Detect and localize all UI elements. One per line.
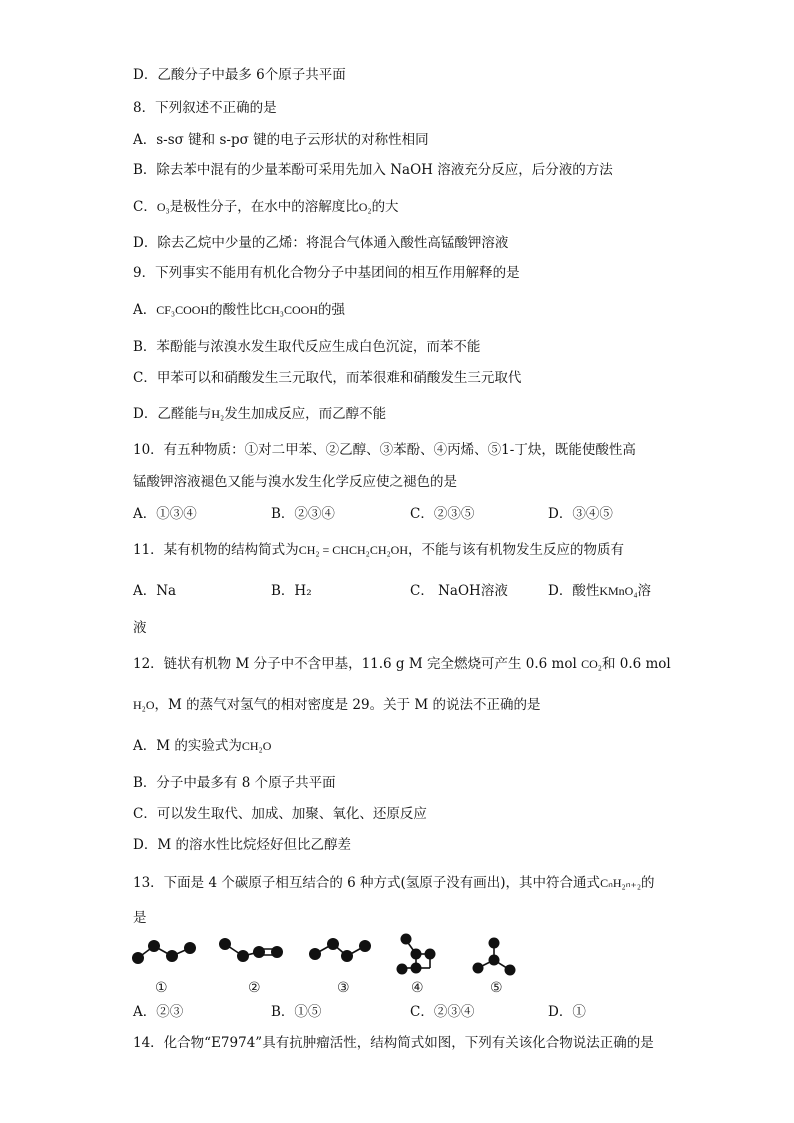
q14-stem: 14．化合物“E7974”具有抗肿瘤活性，结构简式如图，下列有关该化合物说法正确的是 (133, 1035, 654, 1051)
q7-option-d: D．乙酸分子中最多 6个原子共平面 (133, 67, 346, 83)
q8-option-d: D．除去乙烷中少量的乙烯：将混合气体通入酸性高锰酸钾溶液 (133, 235, 509, 251)
q12-stem-line1: 12．链状有机物 M 分子中不含甲基，11.6 g M 完全燃烧可产生 0.6 mol CO₂和 0.6 mol (133, 656, 671, 672)
q8-stem: 8．下列叙述不正确的是 (133, 100, 277, 116)
q11-stem: 11．某有机物的结构简式为CH₂ = CHCH₂CH₂OH，不能与该有机物发生反应的物质有 (133, 542, 625, 558)
q13-stem-line1: 13．下面是 4 个碳原子相互结合的 6 种方式(氢原子没有画出)，其中符合通式CₙH₂ₙ₊₂的 (133, 875, 655, 891)
skeleton-label-1: ① (155, 980, 168, 996)
q13-option-a: A．②③ (133, 1004, 184, 1020)
formula-o2: O₂ (358, 200, 372, 214)
q13-stem-line2: 是 (133, 910, 147, 926)
q9-stem: 9．下列事实不能用有机化合物分子中基团间的相互作用解释的是 (133, 265, 520, 281)
carbon-skeleton-3 (307, 934, 377, 966)
q8-option-c: C．O₃是极性分子，在水中的溶解度比O₂的大 (133, 199, 399, 215)
skeleton-label-5: ⑤ (490, 980, 503, 996)
q9-option-c: C．甲苯可以和硝酸发生三元取代，而苯很难和硝酸发生三元取代 (133, 370, 522, 386)
q9-option-d: D．乙醛能与H₂发生加成反应，而乙醇不能 (133, 406, 387, 422)
q9-option-a: A．CF₃COOH的酸性比CH₃COOH的强 (133, 302, 345, 318)
q8-option-b: B．除去苯中混有的少量苯酚可采用先加入 NaOH 溶液充分反应，后分液的方法 (133, 162, 613, 178)
q13-option-c: C．②③④ (410, 1004, 475, 1020)
q10-option-b: B．②③④ (271, 506, 335, 522)
q12-option-b: B．分子中最多有 8 个原子共平面 (133, 775, 336, 791)
formula-o3: O₃ (156, 200, 170, 214)
q12-stem-line2: H₂O，M 的蒸气对氢气的相对密度是 29。关于 M 的说法不正确的是 (133, 697, 541, 713)
q12-option-a: A．M 的实验式为CH₂O (133, 738, 272, 754)
formula-cnh2n2: CₙH₂ₙ₊₂ (600, 876, 641, 890)
carbon-skeleton-4 (394, 930, 444, 976)
q9-option-b: B．苯酚能与浓溴水发生取代反应生成白色沉淀，而苯不能 (133, 339, 481, 355)
q10-option-c: C．②③⑤ (410, 506, 475, 522)
carbon-skeleton-2 (217, 934, 287, 966)
q10-stem-line1: 10．有五种物质：①对二甲苯、②乙醇、③苯酚、④丙烯、⑤1-丁炔，既能使酸性高 (133, 442, 636, 458)
q11-option-d-cont: 液 (133, 620, 147, 636)
q8-option-a: A．s-sσ 键和 s-pσ 键的电子云形状的对称性相同 (133, 132, 429, 148)
q11-option-c: C． NaOH溶液 (410, 583, 508, 599)
q11-option-d: D．酸性KMnO₄溶 (548, 583, 652, 599)
q12-option-c: C．可以发生取代、加成、加聚、氧化、还原反应 (133, 806, 427, 822)
q13-option-b: B．①⑤ (271, 1004, 322, 1020)
skeleton-label-2: ② (248, 980, 261, 996)
q10-option-a: A．①③④ (133, 506, 197, 522)
skeleton-label-4: ④ (411, 980, 424, 996)
q10-option-d: D．③④⑤ (548, 506, 613, 522)
q11-option-b: B．H₂ (271, 583, 312, 599)
carbon-skeleton-5 (470, 934, 520, 978)
q13-option-d: D．① (548, 1004, 586, 1020)
skeleton-label-3: ③ (337, 980, 350, 996)
q10-stem-line2: 锰酸钾溶液褪色又能与溴水发生化学反应使之褪色的是 (133, 474, 457, 490)
q11-option-a: A．Na (133, 583, 177, 599)
q12-option-d: D．M 的溶水性比烷烃好但比乙醇差 (133, 837, 351, 853)
carbon-skeleton-1 (130, 936, 200, 966)
